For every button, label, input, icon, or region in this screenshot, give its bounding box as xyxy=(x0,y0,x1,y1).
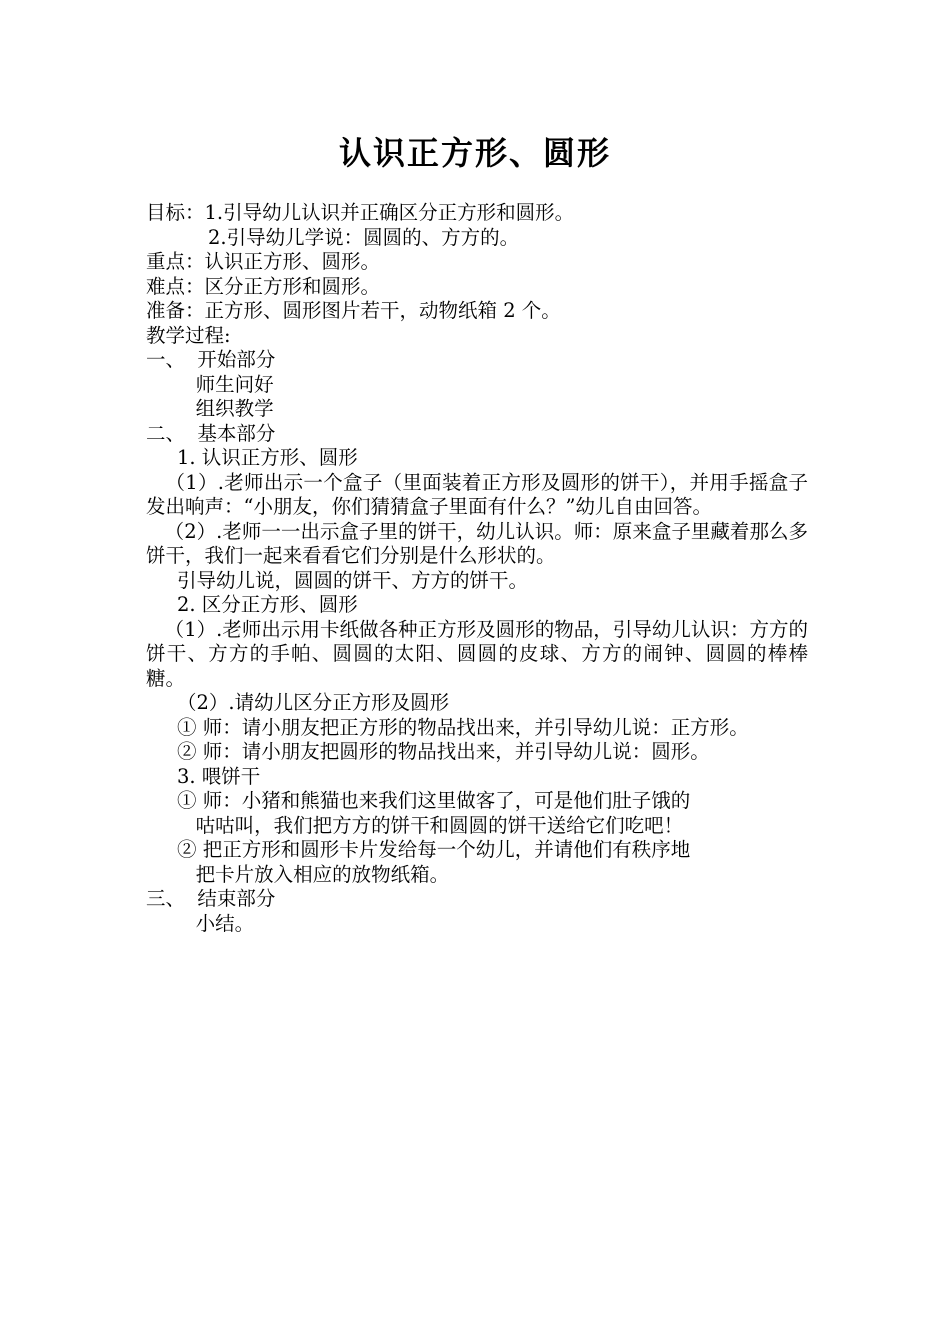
paragraph-3-item-2b: 把卡片放入相应的放物纸箱。 xyxy=(146,862,450,886)
section-2-heading: 二、 基本部分 xyxy=(146,421,276,445)
paragraph-3-item-1a: ① 师：小猪和熊猫也来我们这里做客了，可是他们肚子饿的 xyxy=(146,789,691,812)
document-title: 认识正方形、圆形 xyxy=(338,134,611,172)
goal-line-1: 目标：1.引导幼儿认识并正确区分正方形和圆形。 xyxy=(146,201,575,224)
paragraph-2-2-heading: （2）.请幼儿区分正方形及圆形 xyxy=(146,691,450,714)
paragraph-1-2: （2）.老师一一出示盒子里的饼干，幼儿认识。师：原来盒子里藏着那么多饼干，我们一起来看看它们分别是什么形状的。 xyxy=(146,519,808,567)
section-1-item-1: 师生问好 xyxy=(146,372,274,396)
preparation-line: 准备：正方形、圆形图片若干，动物纸箱 2 个。 xyxy=(146,299,561,322)
paragraph-3-item-1b: 咕咕叫，我们把方方的饼干和圆圆的饼干送给它们吃吧！ xyxy=(146,813,684,837)
difficulty-line: 难点：区分正方形和圆形。 xyxy=(146,274,381,298)
process-heading: 教学过程: xyxy=(146,323,231,347)
subsection-3-heading: 3. 喂饼干 xyxy=(146,764,261,788)
paragraph-1-1: （1）.老师出示一个盒子（里面装着正方形及圆形的饼干），并用手摇盒子发出响声：“小朋友，你们猜猜盒子里面有什么？”幼儿自由回答。 xyxy=(146,470,808,518)
section-1-item-2: 组织教学 xyxy=(146,397,274,420)
key-point-line: 重点：认识正方形、圆形。 xyxy=(146,250,381,273)
paragraph-3-item-2a: ② 把正方形和圆形卡片发给每一个幼儿，并请他们有秩序地 xyxy=(146,838,691,861)
paragraph-1-3: 引导幼儿说，圆圆的饼干、方方的饼干。 xyxy=(146,568,528,592)
goal-line-2: 2.引导幼儿学说：圆圆的、方方的。 xyxy=(146,225,520,249)
paragraph-2-2-item-1: ① 师：请小朋友把正方形的物品找出来，并引导幼儿说：正方形。 xyxy=(146,715,749,739)
section-3-item-1: 小结。 xyxy=(146,911,255,935)
section-1-heading: 一、 开始部分 xyxy=(146,348,276,371)
subsection-2-heading: 2. 区分正方形、圆形 xyxy=(146,593,358,616)
section-3-heading: 三、 结束部分 xyxy=(146,887,276,910)
paragraph-2-2-item-2: ② 师：请小朋友把圆形的物品找出来，并引导幼儿说：圆形。 xyxy=(146,740,710,763)
subsection-1-heading: 1. 认识正方形、圆形 xyxy=(146,446,358,469)
document-body xyxy=(146,201,808,936)
paragraph-2-1: （1）.老师出示用卡纸做各种正方形及圆形的物品，引导幼儿认识：方方的饼干、方方的手帕、圆圆的太阳、圆圆的皮球、方方的闹钟、圆圆的棒棒糖。 xyxy=(146,617,808,690)
